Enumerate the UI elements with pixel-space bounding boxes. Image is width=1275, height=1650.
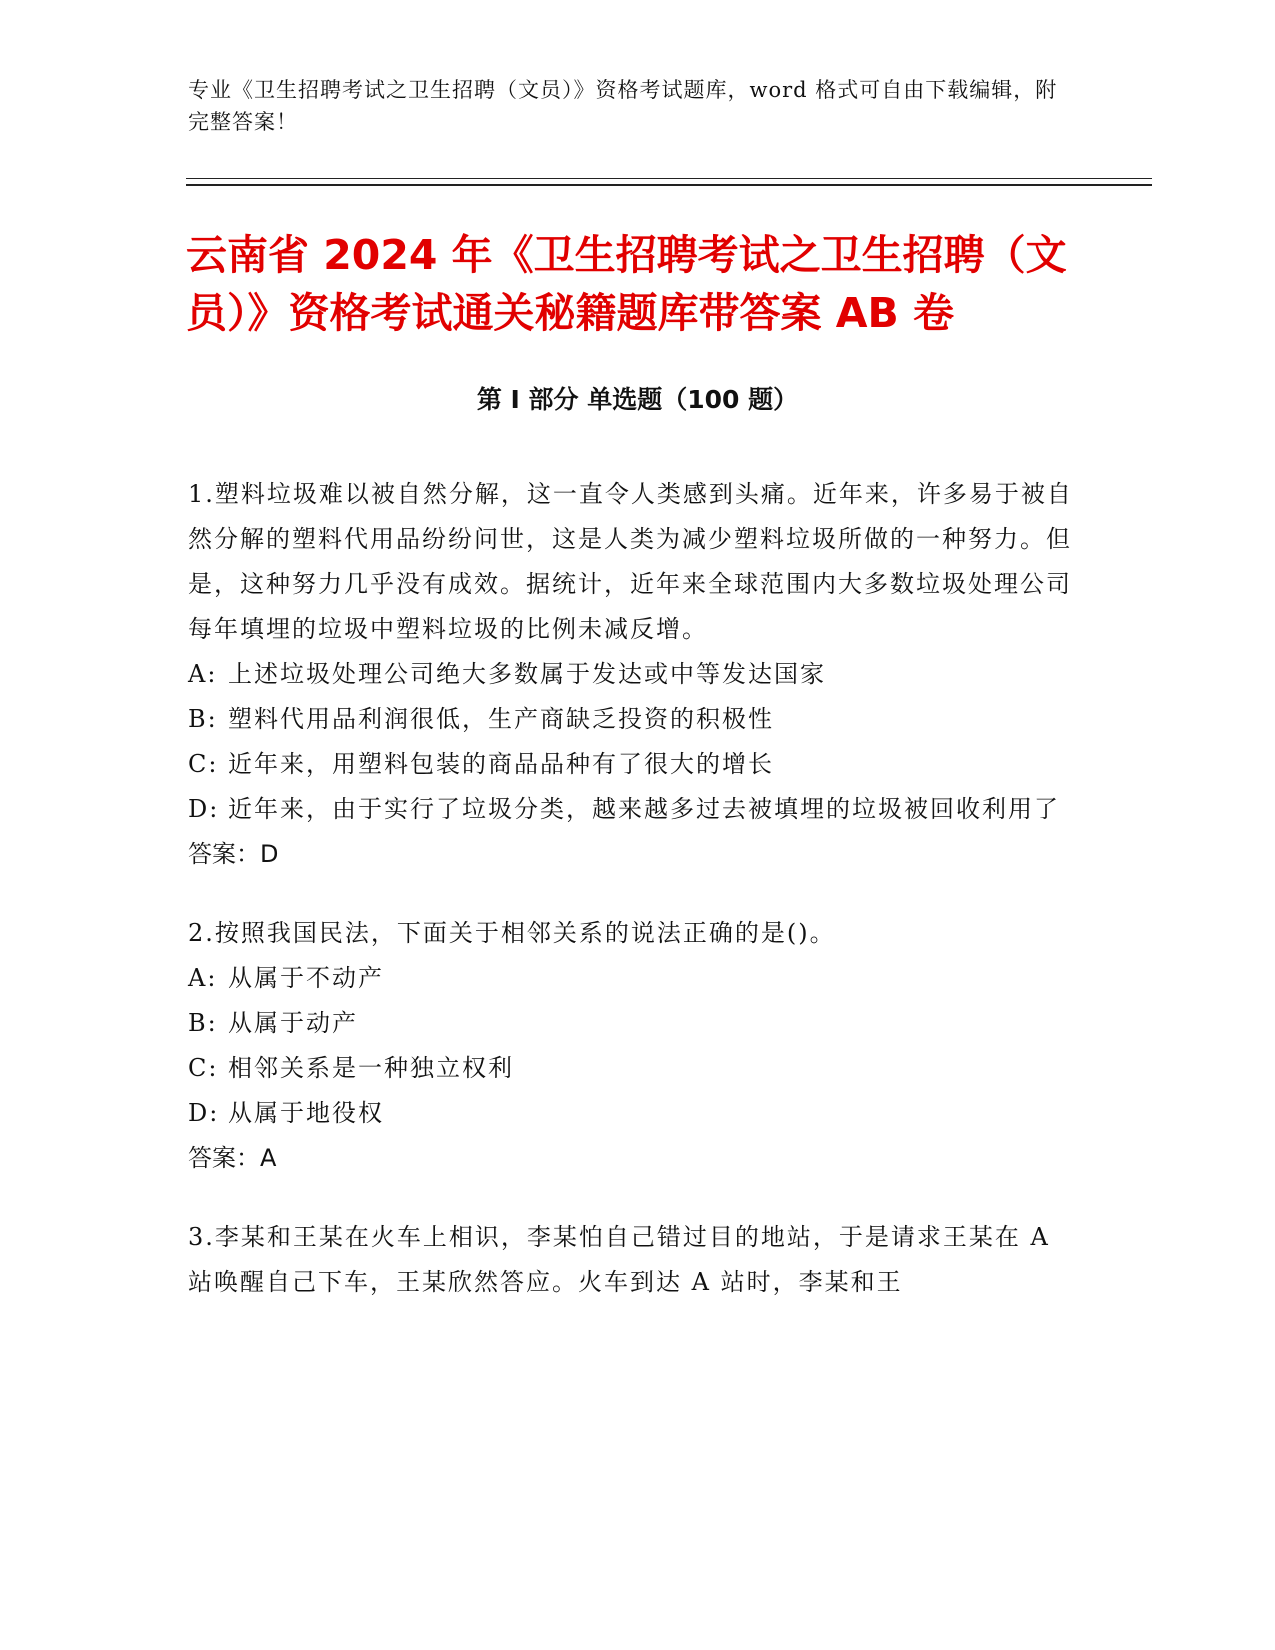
option-letter: D: — [188, 1099, 220, 1127]
option-letter: B: — [188, 1009, 218, 1037]
question-stem: 2.按照我国民法，下面关于相邻关系的说法正确的是()。 — [188, 919, 836, 947]
option-letter: D: — [188, 795, 220, 823]
question-stem: 1.塑料垃圾难以被自然分解，这一直令人类感到头痛。近年来，许多易于被自然分解的塑料代用品纷纷问世，这是人类为减少塑料垃圾所做的一种努力。但是，这种努力几乎没有成效。据统计，近年来全球范围内大多数垃圾处理公司每年填埋的垃圾中塑料垃圾的比例未减反增。 — [188, 480, 1073, 643]
option-letter: C: — [188, 1054, 219, 1082]
question-item — [188, 1215, 1078, 1305]
answer-option — [188, 742, 1078, 787]
option-letter: A: — [188, 660, 218, 688]
section-heading: 第 I 部分 单选题（100 题） — [476, 385, 799, 414]
answer-key: 答案：A — [188, 1144, 277, 1172]
answer-option — [188, 697, 1078, 742]
option-text: 相邻关系是一种独立权利 — [228, 1054, 514, 1082]
option-text: 塑料代用品利润很低，生产商缺乏投资的积极性 — [228, 705, 774, 733]
option-text: 近年来，由于实行了垃圾分类，越来越多过去被填埋的垃圾被回收利用了 — [228, 795, 1060, 823]
question-item — [188, 472, 1078, 877]
option-letter: B: — [188, 705, 218, 733]
option-text: 从属于不动产 — [228, 964, 384, 992]
answer-option — [188, 956, 1078, 1001]
option-text: 上述垃圾处理公司绝大多数属于发达或中等发达国家 — [228, 660, 826, 688]
option-text: 从属于地役权 — [228, 1099, 384, 1127]
option-text: 近年来，用塑料包装的商品品种有了很大的增长 — [228, 750, 774, 778]
option-letter: A: — [188, 964, 218, 992]
answer-option — [188, 787, 1078, 832]
header-divider-bottom — [186, 184, 1152, 186]
answer-option — [188, 1091, 1078, 1136]
question-stem: 3.李某和王某在火车上相识，李某怕自己错过目的地站，于是请求王某在 A 站唤醒自己下车，王某欣然答应。火车到达 A 站时，李某和王 — [188, 1223, 1050, 1296]
header-divider-top — [186, 178, 1152, 179]
answer-option — [188, 1046, 1078, 1091]
question-list — [188, 472, 1078, 1339]
answer-key: 答案：D — [188, 840, 279, 868]
option-text: 从属于动产 — [228, 1009, 358, 1037]
answer-option — [188, 1001, 1078, 1046]
question-item — [188, 911, 1078, 1181]
header-note: 专业《卫生招聘考试之卫生招聘（文员）》资格考试题库，word 格式可自由下载编辑，附完整答案！ — [188, 78, 1058, 134]
option-letter: C: — [188, 750, 219, 778]
answer-option — [188, 652, 1078, 697]
document-title: 云南省 2024 年《卫生招聘考试之卫生招聘（文员）》资格考试通关秘籍题库带答案 AB 卷 — [186, 231, 1067, 337]
